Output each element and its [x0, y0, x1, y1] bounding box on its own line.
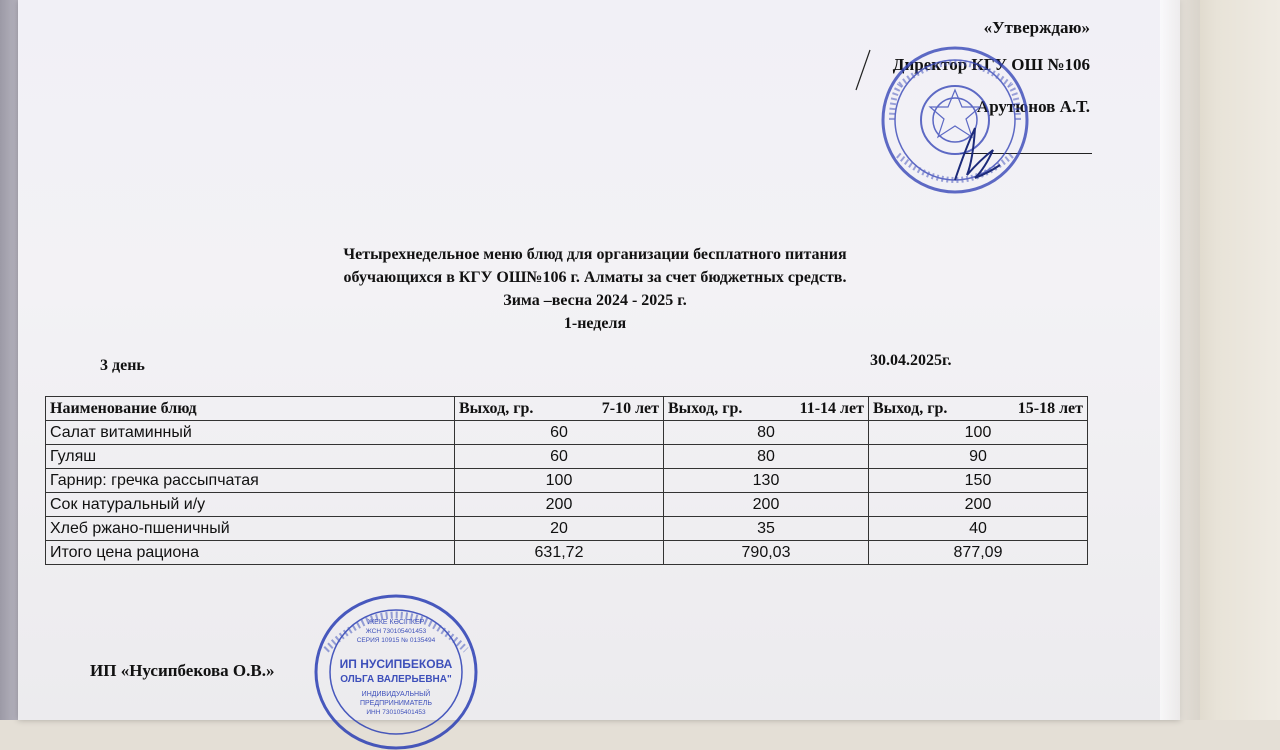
supplier-round-stamp: [312, 590, 480, 750]
table-row: [46, 445, 1088, 469]
dish-name: Салат витаминный: [46, 421, 455, 445]
director-signature: [945, 120, 1005, 190]
portion-11-14: 200: [664, 493, 869, 517]
supplier-label: ИП «Нусипбекова О.В.»: [90, 661, 275, 680]
portion-11-14: 35: [664, 517, 869, 541]
header-age-11-14: [664, 397, 869, 421]
day-label: 3 день: [100, 357, 145, 374]
title-line-2: обучающихся в КГУ ОШ№106 г. Алматы за счет бюджетных средств.: [343, 269, 847, 286]
title-line-1: Четырехнедельное меню блюд для организации бесплатного питания: [343, 246, 847, 263]
stamp-line-1: ЖЕКЕ КӘСІПКЕР: [367, 619, 425, 626]
total-label: Итого цена рациона: [46, 541, 455, 565]
dish-name: Сок натуральный и/у: [46, 493, 455, 517]
portion-11-14: 130: [664, 469, 869, 493]
stamp-line-8: ИНН 730105401453: [366, 709, 426, 716]
portion-15-18: 90: [869, 445, 1088, 469]
dish-name: Гарнир: гречка рассыпчатая: [46, 469, 455, 493]
header-age-label: 11-14 лет: [799, 400, 864, 417]
portion-7-10: 100: [455, 469, 664, 493]
stamp-line-2: ЖСН 730105401453: [365, 628, 427, 635]
total-price-7-10: 631,72: [455, 541, 664, 565]
table-row: [46, 421, 1088, 445]
header-dish: [46, 397, 455, 421]
table-row: [46, 493, 1088, 517]
title-week: 1-неделя: [563, 315, 627, 332]
director-title: Директор КГУ ОШ №106: [892, 55, 1090, 74]
portion-11-14: 80: [664, 445, 869, 469]
director-name: Арутюнов А.Т.: [976, 97, 1090, 116]
header-age-label: 15-18 лет: [1017, 400, 1083, 417]
table-header-row: [46, 397, 1088, 421]
portion-7-10: 60: [455, 421, 664, 445]
stamp-line-3: СЕРИЯ 10915 № 0135494: [356, 637, 436, 644]
header-output-label: Выход, гр.: [668, 400, 743, 417]
header-age-label: 7-10 лет: [601, 400, 659, 417]
stamp-line-6: ИНДИВИДУАЛЬНЫЙ: [361, 691, 431, 698]
table-row: [46, 517, 1088, 541]
header-output-label: Выход, гр.: [873, 400, 948, 417]
table-total-row: [46, 541, 1088, 565]
dish-name: Гуляш: [46, 445, 455, 469]
portion-11-14: 80: [664, 421, 869, 445]
portion-15-18: 100: [869, 421, 1088, 445]
portion-15-18: 150: [869, 469, 1088, 493]
stamp-line-5: ОЛЬГА ВАЛЕРЬЕВНА": [340, 674, 452, 685]
stamp-line-4: ИП НУСИПБЕКОВА: [339, 657, 453, 671]
header-output-label: Выход, гр.: [459, 400, 534, 417]
total-price-11-14: 790,03: [664, 541, 869, 565]
portion-7-10: 60: [455, 445, 664, 469]
plastic-sleeve-edge: [1160, 0, 1200, 720]
approve-label: «Утверждаю»: [983, 18, 1090, 37]
header-dish-label: Наименование блюд: [50, 400, 197, 417]
dish-name: Хлеб ржано-пшеничный: [46, 517, 455, 541]
portion-7-10: 20: [455, 517, 664, 541]
date-label: 30.04.2025г.: [870, 352, 952, 369]
menu-table: [45, 396, 1088, 565]
stamp-line-7: ПРЕДПРИНИМАТЕЛЬ: [359, 700, 433, 707]
header-age-7-10: [455, 397, 664, 421]
table-row: [46, 469, 1088, 493]
menu-title: [230, 243, 960, 335]
total-price-15-18: 877,09: [869, 541, 1088, 565]
header-age-15-18: [869, 397, 1088, 421]
portion-15-18: 200: [869, 493, 1088, 517]
portion-7-10: 200: [455, 493, 664, 517]
title-season: Зима –весна 2024 - 2025 г.: [503, 292, 687, 309]
portion-15-18: 40: [869, 517, 1088, 541]
signature-tick: [850, 48, 880, 93]
